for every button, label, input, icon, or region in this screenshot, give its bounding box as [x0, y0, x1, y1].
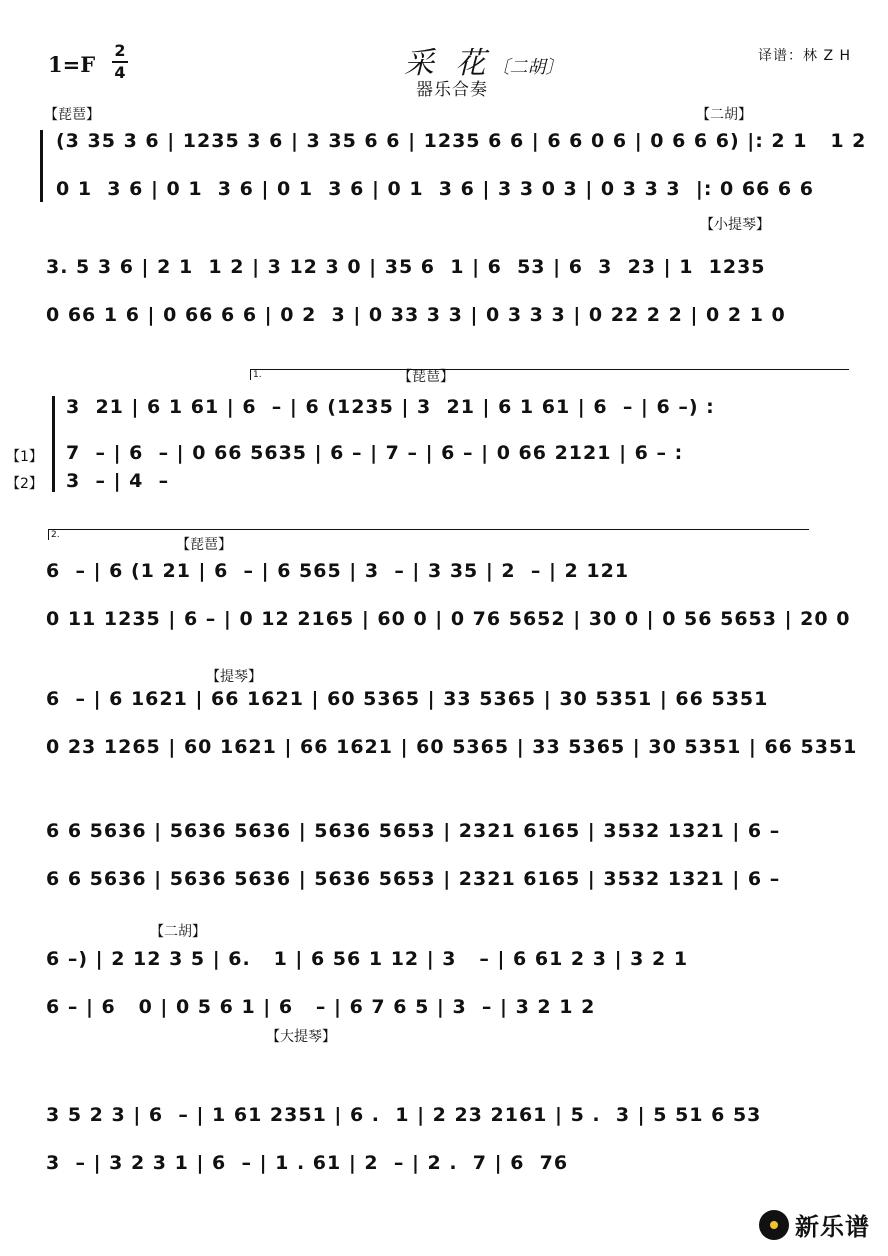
label-voice-2: 【2】 — [6, 476, 43, 492]
score-system-3 — [40, 396, 852, 496]
accompaniment-line-2: 0 66 1 6 | 0 66 6 6 | 0 2 3 | 0 33 3 3 | 0 3 3 3 | 0 22 2 2 | 0 2 1 0 — [46, 304, 786, 326]
label-voice-1: 【1】 — [6, 449, 43, 465]
label-erhu: 【二胡】 — [696, 107, 752, 123]
accompaniment-line-4: 0 11 1235 | 6 – | 0 12 2165 | 60 0 | 0 76 5652 | 30 0 | 0 56 5653 | 20 0 — [46, 608, 851, 630]
voice-2-line-3: 3 – | 4 – — [66, 470, 170, 492]
score-system-7 — [40, 948, 852, 1068]
melody-line-3: 3 21 | 6 1 61 | 6 – | 6 (1235 | 3 21 | 6 1 61 | 6 – | 6 –) : — [66, 396, 715, 418]
score-system-5 — [40, 688, 858, 808]
label-pipa: 【琵琶】 — [44, 107, 100, 123]
label-pipa-3: 【琵琶】 — [176, 537, 232, 553]
label-datiqin: 【大提琴】 — [266, 1029, 336, 1045]
label-xiaotiqin: 【小提琴】 — [700, 217, 770, 233]
key-signature: 1=F — [48, 52, 96, 77]
meter-top: 2 — [114, 41, 126, 60]
melody-line-2: 3. 5 3 6 | 2 1 1 2 | 3 12 3 0 | 35 6 1 | 6 53 | 6 3 23 | 1 1235 — [46, 256, 766, 278]
melody-line-5: 6 – | 6 1621 | 66 1621 | 60 5365 | 33 5365 | 30 5351 | 66 5351 — [46, 688, 769, 710]
accompaniment-line-5: 0 23 1265 | 60 1621 | 66 1621 | 60 5365 | 33 5365 | 30 5351 | 66 5351 — [46, 736, 858, 758]
title-main: 采 花 — [404, 46, 492, 81]
system-start-bar — [40, 130, 43, 202]
time-signature — [112, 42, 128, 82]
melody-line-6: 6 6 5636 | 5636 5636 | 5636 5653 | 2321 6165 | 3532 1321 | 6 – — [46, 820, 781, 842]
score-system-1 — [40, 130, 867, 250]
page-subtitle: 器乐合奏 — [416, 80, 488, 100]
accompaniment-line-7: 6 – | 6 0 | 0 5 6 1 | 6 – | 6 7 6 5 | 3 – | 3 2 1 2 — [46, 996, 596, 1018]
title-instrument: 〔二胡〕 — [491, 57, 564, 78]
score-system-6 — [40, 820, 852, 940]
volta-bracket-2 — [48, 529, 809, 540]
accompaniment-line-8: 3 – | 3 2 3 1 | 6 – | 1 . 61 | 2 – | 2 . 7 | 6 76 — [46, 1152, 569, 1174]
score-system-2 — [40, 256, 852, 376]
voice-1-line-3: 7 – | 6 – | 0 66 5635 | 6 – | 7 – | 6 – | 0 66 2121 | 6 – : — [66, 442, 684, 464]
meter-bottom: 4 — [114, 63, 126, 82]
accompaniment-line-1: 0 1 3 6 | 0 1 3 6 | 0 1 3 6 | 0 1 3 6 | 3 3 0 3 | 0 3 3 3 |: 0 66 6 6 — [56, 178, 814, 200]
record-disc-icon — [759, 1210, 789, 1240]
volta-1-label: 1. — [253, 370, 262, 380]
label-tiqin: 【提琴】 — [206, 669, 262, 685]
melody-line-8: 3 5 2 3 | 6 – | 1 61 2351 | 6 . 1 | 2 23 2161 | 5 . 3 | 5 51 6 53 — [46, 1104, 762, 1126]
melody-line-1: (3 35 3 6 | 1235 3 6 | 3 35 6 6 | 1235 6 6 | 6 6 0 6 | 0 6 6 6) |: 2 1 1 2 — [56, 130, 867, 152]
score-system-4 — [40, 560, 852, 680]
accompaniment-line-6: 6 6 5636 | 5636 5636 | 5636 5653 | 2321 6165 | 3532 1321 | 6 – — [46, 868, 781, 890]
logo-text: 新乐谱 — [795, 1213, 870, 1241]
label-erhu-2: 【二胡】 — [150, 924, 206, 940]
score-system-8 — [40, 1104, 852, 1224]
volta-2-label: 2. — [51, 530, 60, 540]
melody-line-4: 6 – | 6 (1 21 | 6 – | 6 565 | 3 – | 3 35 | 2 – | 2 121 — [46, 560, 630, 582]
melody-line-7: 6 –) | 2 12 3 5 | 6. 1 | 6 56 1 12 | 3 – | 6 61 2 3 | 3 2 1 — [46, 948, 689, 970]
site-logo[interactable] — [759, 1207, 870, 1242]
system-bracket — [52, 396, 55, 492]
label-pipa-2: 【琵琶】 — [398, 369, 454, 385]
translator-credit: 译谱：林 Z H — [758, 48, 852, 64]
